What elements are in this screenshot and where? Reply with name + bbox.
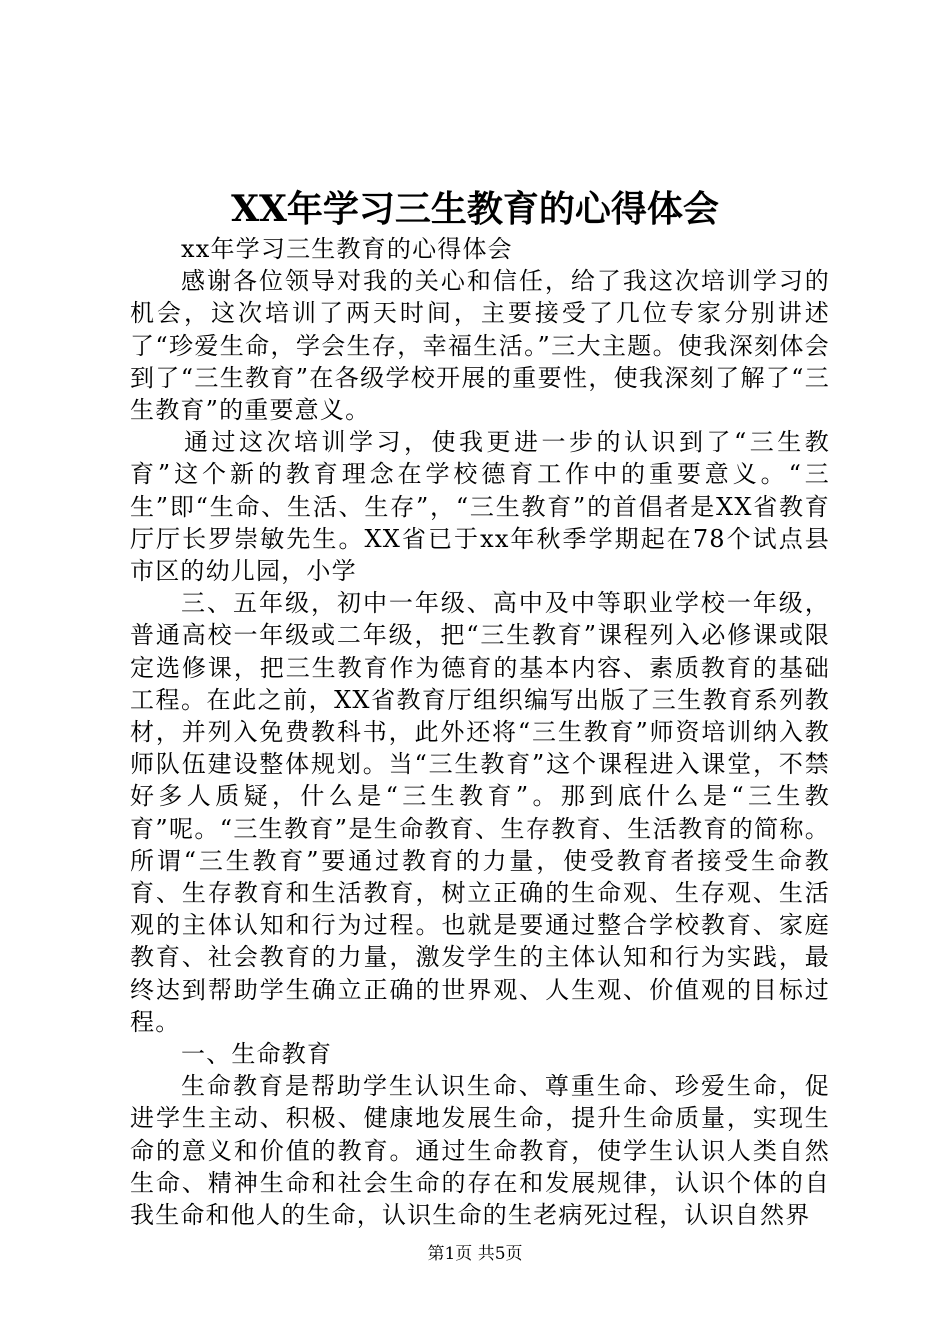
paragraph-3: 三、五年级，初中一年级、高中及中等职业学校一年级，普通高校一年级或二年级，把“三生教育”课程列入必修课或限定选修课，把三生教育作为德育的基本内容、素质教育的基础工程。在此之前，XX省教育厅组织编写出版了三生教育系列教材，并列入免费教科书，此外还将“三生教育”师资培训纳入教师队伍建设整体规划。当“三生教育”这个课程进入课堂，不禁好多人质疑，什么是“三生教育”。那到底什么是“三生教育”呢。“三生教育”是生命教育、生存教育、生活教育的简称。所谓“三生教育”要通过教育的力量，使受教育者接受生命教育、生存教育和生活教育，树立正确的生命观、生存观、生活观的主体认知和行为过程。也就是要通过整合学校教育、家庭教育、社会教育的力量，激发学生的主体认知和行为实践，最终达到帮助学生确立正确的世界观、人生观、价值观的目标过程。 — [130, 589, 830, 1036]
document-title: XX年学习三生教育的心得体会 — [231, 188, 719, 230]
paragraph-4: 生命教育是帮助学生认识生命、尊重生命、珍爱生命，促进学生主动、积极、健康地发展生命，提升生命质量，实现生命的意义和价值的教育。通过生命教育，使学生认识人类自然生命、精神生命和社会生命的存在和发展规律，认识个体的自我生命和他人的生命，认识生命的生老病死过程，认识自然界 — [130, 1072, 830, 1230]
page-footer: 第1页 共5页 — [427, 1244, 523, 1264]
paragraph-2: 通过这次培训学习，使我更进一步的认识到了“三生教育”这个新的教育理念在学校德育工作中的重要意义。“三生”即“生命、生活、生存”，“三生教育”的首倡者是XX省教育厅厅长罗崇敏先生。XX省已于xx年秋季学期起在78个试点县市区的幼儿园，小学 — [130, 428, 830, 586]
document-body — [130, 233, 830, 1231]
paragraph-subtitle: xx年学习三生教育的心得体会 — [181, 235, 513, 263]
section-heading-life-education: 一、生命教育 — [181, 1040, 333, 1069]
paragraph-1: 感谢各位领导对我的关心和信任，给了我这次培训学习的机会，这次培训了两天时间，主要接受了几位专家分别讲述了“珍爱生命，学会生存，幸福生活。”三大主题。使我深刻体会到了“三生教育”在各级学校开展的重要性，使我深刻了解了“三生教育”的重要意义。 — [130, 267, 830, 425]
